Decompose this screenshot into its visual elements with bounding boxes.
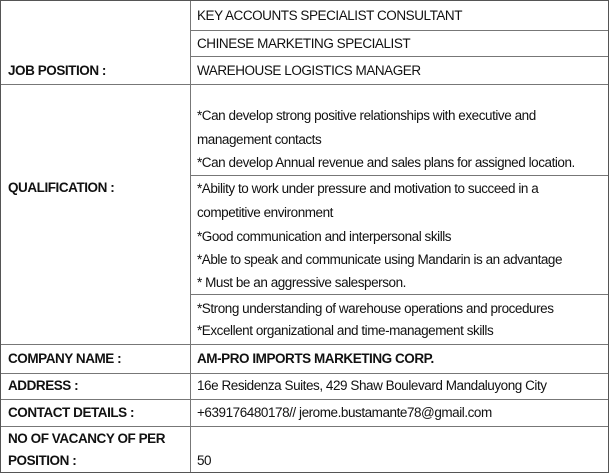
- job-position-value: CHINESE MARKETING SPECIALIST: [197, 36, 411, 51]
- qualification-line: *Can develop Annual revenue and sales plans for assigned location.: [197, 155, 575, 170]
- qualification-line: management contacts: [197, 132, 322, 147]
- address-label: ADDRESS :: [8, 378, 79, 393]
- contact-details-label: CONTACT DETAILS :: [8, 405, 135, 420]
- row-divider: [1, 373, 608, 374]
- address-value: 16e Residenza Suites, 429 Shaw Boulevard Mandaluyong City: [197, 378, 547, 393]
- row-divider: [1, 399, 608, 400]
- qualification-label: QUALIFICATION :: [8, 180, 115, 195]
- qualification-line: *Excellent organizational and time-management skills: [197, 323, 494, 338]
- job-position-value: KEY ACCOUNTS SPECIALIST CONSULTANT: [197, 8, 463, 23]
- company-name-value: AM-PRO IMPORTS MARKETING CORP.: [197, 351, 434, 366]
- vacancy-label: NO OF VACANCY OF PER: [8, 431, 166, 446]
- qualification-line: * Must be an aggressive salesperson.: [197, 275, 406, 290]
- column-divider: [190, 1, 191, 472]
- qualification-line: *Good communication and interpersonal skills: [197, 229, 452, 244]
- row-divider: [1, 344, 608, 345]
- vacancy-label: POSITION :: [8, 453, 77, 468]
- qualification-line: *Can develop strong positive relationships with executive and: [197, 108, 536, 123]
- row-divider: [191, 175, 608, 176]
- qualification-line: competitive environment: [197, 205, 333, 220]
- vacancy-value: 50: [197, 453, 212, 468]
- job-position-label: JOB POSITION :: [8, 63, 106, 78]
- row-divider: [191, 30, 608, 31]
- contact-details-value: +639176480178// jerome.bustamante78@gmail.com: [197, 405, 492, 420]
- qualification-line: *Strong understanding of warehouse operations and procedures: [197, 301, 554, 316]
- qualification-line: *Ability to work under pressure and motivation to succeed in a: [197, 181, 539, 196]
- job-position-value: WAREHOUSE LOGISTICS MANAGER: [197, 63, 421, 78]
- row-divider: [191, 294, 608, 295]
- row-divider: [191, 56, 608, 57]
- qualification-line: *Able to speak and communicate using Mandarin is an advantage: [197, 252, 563, 267]
- row-divider: [1, 426, 608, 427]
- row-divider: [1, 84, 608, 85]
- company-name-label: COMPANY NAME :: [8, 351, 122, 366]
